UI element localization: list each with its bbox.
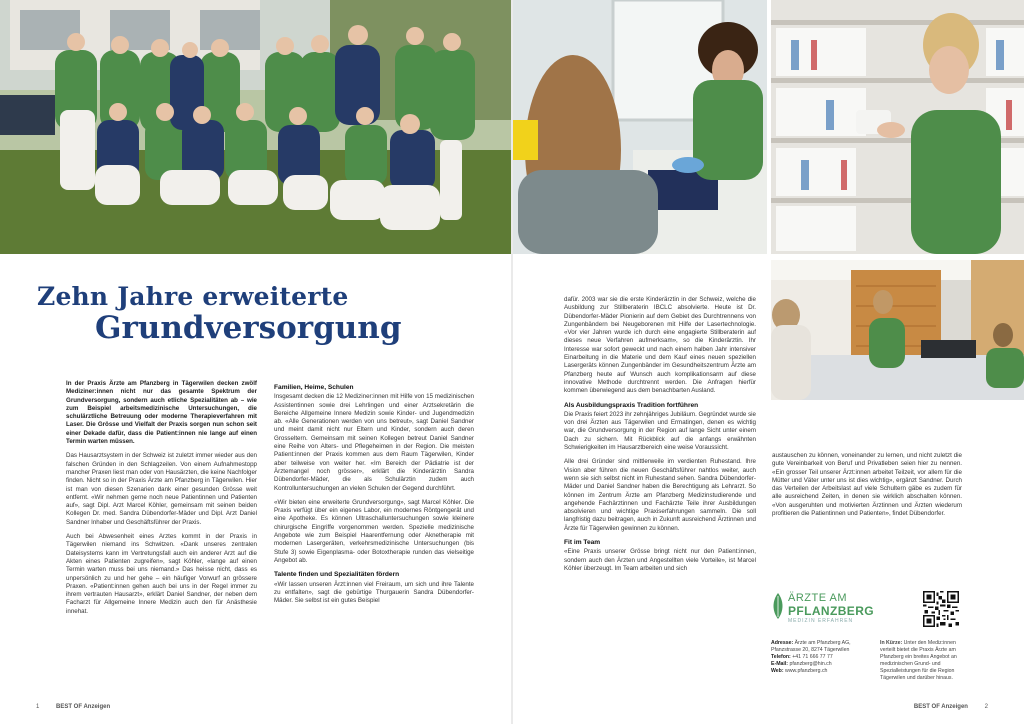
- leaf-icon: [772, 593, 784, 619]
- web-link[interactable]: www.pfanzberg.ch: [785, 668, 828, 674]
- article-paragraph: Insgesamt decken die 12 Mediziner:innen mit Hilfe von 15 medizinischen Assistentinnen sowie drei Lehrlingen und einer Arztsekretärin die Bereiche Allgemeine Innere Medizin sowie Kinder- und Jugendmedizin ab. «Alle Generationen werden von uns betreut», sagt Daniel Sandner und meint damit nicht nur Eltern und Kinder, sondern auch deren Grosseltern. Gemeinsam mit seinen Kollegen betreut Daniel Sandner eine Reihe von Alters- und Pflegeheimen in der Region. Die meisten Patient:innen der Praxis kommen aus dem Raum Tägerwilen, Kinder aber teilweise von weiter her. «Im Bereich der Pädiatrie ist der Ärztemangel noch grösser», erklärt die Kinderärztin Sandra Dübendorfer-Mäder, die als Schulärztin zudem auch Kontrolluntersuchungen an vielen Schulen der Gegend durchführt.: [274, 393, 474, 492]
- section-heading: Familien, Heime, Schulen: [274, 384, 354, 391]
- address-value: Ärzte am Pfanzberg AG, Pfanzstrasse 20, 8274 Tägerwilen: [771, 640, 851, 653]
- pharmacy-photo: [771, 0, 1024, 254]
- summary-label: In Kürze:: [880, 640, 903, 646]
- logo-tagline: MEDIZIN ERFAHREN: [788, 618, 854, 624]
- page-gutter: [511, 0, 513, 724]
- section-heading: Talente finden und Spezialitäten fördern: [274, 571, 400, 579]
- web-label: Web:: [771, 668, 784, 674]
- article-paragraph: austauschen zu können, voneinander zu lernen, und nicht zuletzt die gute Vereinbarkeit von Beruf und Privatleben seien hier zu nennen. «Ein grosser Teil unserer Ärzt:innen arbeitet Teilzeit, vor allem für die Mütter und Väter unter uns ist dies wichtig», ergänzt Sandner. Durch das Verteilen der Arbeitslast auf viele Schultern gäbe es zudem für alle ausreichend Zeiten, in denen sie wirklich abschalten können. «Von ausgeruhten und motivierten Ärztinnen und Ärzten wiederum profitieren die Patientinnen und Patienten», findet Dübendorfer.: [772, 452, 962, 518]
- footer-right: [914, 704, 988, 710]
- footer-label-right: BEST OF Anzeigen: [913, 704, 968, 710]
- article-paragraph: Alle drei Gründer sind mittlerweile im verdienten Ruhestand. Ihre Vision aber führen die neuen Geschäftsführer nahtlos weiter, auch wenn sie sich selbst nicht im Ruhestand sehen. Sandra Dübendorfer-Mäder und Daniel Sandner haben die Berechtigung als Lehrarzt. So können im Zentrum Ärzte am Pfanzberg Medizinstudierende und angehende Fachärztinnen und Fachärzte Teile ihrer Ausbildungen absolvieren und wichtige Praxiserfahrungen sammeln. Die soll langfristig dazu beitragen, auch in Zukunft ausreichend Ärztinnen und Ärzte für Tägerwilen gewinnen zu können.: [564, 458, 756, 532]
- article-paragraph: «Wir lassen unseren Ärzt:innen viel Freiraum, um sich und ihre Talente zu entfalten», sagt die gebürtige Thurgauerin Sandra Dübendorfer-Mäder. Sie selbst ist ein gutes Beispiel: [274, 580, 474, 605]
- article-paragraph: «Eine Praxis unserer Grösse bringt nicht nur den Patient:innen, sondern auch den Ärzten und Angestellten viele Vorteile», ist Marcel Köhler überzeugt. Im Team arbeiten und sich: [564, 548, 756, 572]
- footer-left: [36, 704, 110, 710]
- section-heading: Fit im Team: [564, 539, 601, 547]
- article-column-2: [274, 380, 474, 611]
- reception-photo: [771, 260, 1024, 400]
- blood-test-photo: [513, 0, 767, 254]
- article-paragraph: dafür. 2003 war sie die erste Kinderärztin in der Schweiz, welche die Ausbildung zur Stillberaterin IBCLC absolvierte. Heute ist Dr. Dübendorfer-Mäder Pionierin auf dem Gebiet des Durchtrennens von Zungenbändern bei Neugeborenen mit Hilfe der Lasertechnologie. «Vor vier Jahren wurde ich durch eine engagierte Stillberaterin auf dieses neue Verfahren aufmerksam», so die Kinderärztin. Ihr Interesse war sofort geweckt und nach einem halben Jahr intensiver Einarbeitung in die Materie und dem Kauf eines neuen speziellen Lasergeräts können Zungenbänder im Gesundheitszentrum Ärzte am Pfanzberg heute auf Wunsch auch komplikationsarm auf diese innovative Methode durchtrennt werden. Die Anfragen hierfür kommen überwiegend aus dem benachbarten Ausland.: [564, 296, 756, 395]
- headline-line-1: Zehn Jahre erweiterte: [37, 282, 349, 311]
- headline-line-2: Grundversorgung: [95, 310, 402, 346]
- phone-value: +41 71 666 77 77: [792, 654, 833, 660]
- summary-text: Unter den Mediz:innen verteilt bietet die Praxis Ärzte am Pfanzberg ein breites Angebot an medizinischen Grund- und Spezialleistungen für die Region Tägerwilen und darüber hinaus.: [880, 640, 957, 681]
- article-column-3: [564, 296, 756, 579]
- footer-label-left: BEST OF Anzeigen: [56, 704, 111, 710]
- article-column-4: [772, 452, 962, 524]
- summary-info: [880, 640, 970, 682]
- page-number-left: 1: [36, 704, 40, 710]
- article-paragraph: Das Hausarztsystem in der Schweiz ist zuletzt immer wieder aus den falschen Gründen in den Schlagzeilen. Von einem Aufnahmestopp mancher Praxen liest man oder von Hausärzten, die keine Nachfolger finden. Nicht so in der Praxis Ärzte am Pfanzberg in Tägerwilen. Hier ist man von diesen Szenarien dank einer gesunden Grösse weit entfernt. «Wir nehmen gerne noch neue Patientinnen und Patienten auf», sagt Dipl. Arzt Marcel Köhler, gemeinsam mit seinen beiden Kollegen Dr. med. Sandra Dübendorfer-Mäder und Dipl. Arzt Daniel Sandner Inhaber und Geschäftsführer der Praxis.: [66, 452, 257, 526]
- article-paragraph: Auch bei Abwesenheit eines Arztes kommt in der Praxis in Tägerwilen niemand ins Schwitzen. «Dank unseres zentralen Dateisystems kann im Vertretungsfall auch ein anderer Arzt auf die Akten eines Patienten zugreifen», sagt Köhler, «lange auf einen Termin warten muss bei uns niemand.» Das heisse nicht, dass es unpersönlich zu und her gehe – ein häufiger Vorwurf an grössere Praxen. «Patient:innen gehen auch bei uns in der Regel immer zu ihrem vertrauten Hausarzt», erklärt Daniel Sandner, der neben dem Facharzt für Allgemeine Innere Medizin auch den für Anästhesie innehat.: [66, 533, 257, 615]
- logo-text-main: PFLANZBERG: [788, 604, 874, 618]
- contact-info: [771, 640, 871, 675]
- email-label: E-Mail:: [771, 661, 789, 667]
- email-value[interactable]: pfanzberg@hin.ch: [789, 661, 832, 667]
- article-column-1: [66, 380, 257, 622]
- section-heading: Als Ausbildungspraxis Tradition fortführen: [564, 401, 699, 409]
- page-number-right: 2: [984, 704, 988, 710]
- logo-text-top: ÄRZTE AM: [788, 592, 848, 604]
- article-paragraph: «Wir bieten eine erweiterte Grundversorgung», sagt Marcel Köhler. Die Praxis verfügt über ein eigenes Labor, ein modernes Röntgengerät und eine Apotheke. Es können Ultraschalluntersuchungen sowie kleinere chirurgische Eingriffe vorgenommen werden. Spezielle medizinische Angebote wie zum Beispiel Haarentfernung oder Aknetherapie mit modernen Lasergeräten, verkehrsmedizinische Untersuchungen (bis Stufe 3) sowie Eigenplasma- oder Botoxtherapie runden das vielseitige Angebot ab.: [274, 498, 474, 564]
- phone-label: Telefon:: [771, 654, 791, 660]
- article-paragraph: Die Praxis feiert 2023 ihr zehnjähriges Jubiläum. Gegründet wurde sie von drei Ärzten aus Tägerwilen und Ermatingen, denen es wichtig war, die Grundversorgung in der Region auf lange Sicht unter einem Dach zu sichern. Mit Rückblick auf die anfangs erwähnten Schwierigkeiten im Hausarztbereich eine weise Voraussicht.: [564, 410, 756, 452]
- practice-logo: [772, 591, 882, 627]
- article-intro: In der Praxis Ärzte am Pfanzberg in Tägerwilen decken zwölf Mediziner:innen nicht nur das gesamte Spektrum der Grundversorgung, sondern auch etliche Spezialitäten ab – wie zum Beispiel arbeitsmedizinische Untersuchungen, die schulärztliche Betreuung oder moderne Therapieverfahren mit Laser. Die Grösse und Vielfalt der Praxis sorgen nun schon seit einer Dekade dafür, dass die Patient:innen nie lange auf einen Termin warten müssen.: [66, 380, 257, 446]
- qr-code-icon: [923, 591, 959, 627]
- team-photo: [0, 0, 511, 254]
- address-label: Adresse:: [771, 640, 794, 646]
